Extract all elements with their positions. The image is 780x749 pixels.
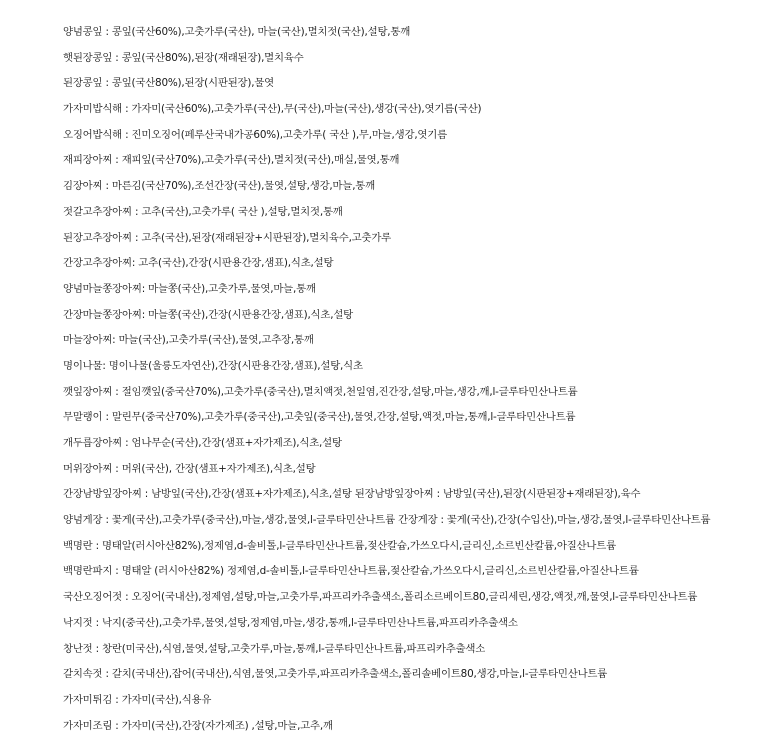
ingredient-line: 양념마늘쫑장아찌: 마늘쫑(국산),고춧가루,물엿,마늘,통깨 (63, 282, 316, 295)
ingredient-line: 가자미밥식해 : 가자미(국산60%),고춧가루(국산),무(국산),마늘(국산),생강(국산),엿기름(국산) (63, 103, 482, 116)
ingredient-line: 명이나물: 명이나물(울릉도자연산),간장(시판용간장,샘표),설탕,식초 (63, 359, 363, 372)
ingredient-line: 김장아찌 : 마른김(국산70%),조선간장(국산),물엿,설탕,생강,마늘,통깨 (63, 180, 375, 193)
ingredient-line: 가자미조림 : 가자미(국산),간장(자가제조) ,설탕,마늘,고추,깨 (63, 719, 333, 732)
ingredient-line: 갈치속젓 : 갈치(국내산),잡어(국내산),식염,물엿,고춧가루,파프리카추출색소,폴리솔베이트80,생강,마늘,l-글루타민산나트륨 (63, 668, 608, 681)
ingredient-line: 국산오징어젓 : 오징어(국내산),정제염,설탕,마늘,고춧가루,파프리카추출색소,폴리소르베이트80,글리세린,생강,액젓,깨,물엿,l-글루타민산나트륨 (63, 591, 698, 604)
ingredient-line: 간장마늘쫑장아찌: 마늘쫑(국산),간장(시판용간장,샘표),식초,설탕 (63, 308, 353, 321)
ingredient-line: 백명란파지 : 명태알 (러시아산82%) 정제염,d-솔비톨,l-글루타민산나트륨,젖산칼슘,가쓰오다시,글리신,소르빈산칼륨,아질산나트륨 (63, 565, 639, 578)
ingredient-line: 머위장아찌 : 머위(국산), 간장(샘표+자가제조),식초,설탕 (63, 462, 316, 475)
ingredient-line: 햇된장콩잎 : 콩잎(국산80%),된장(재래된장),멸치육수 (63, 51, 304, 64)
ingredient-line: 젓갈고추장아찌 : 고추(국산),고춧가루( 국산 ),설탕,멸치젓,통깨 (63, 205, 343, 218)
ingredient-line: 양념게장 : 꽃게(국산),고춧가루(중국산),마늘,생강,물엿,l-글루타민산나트륨 간장게장 : 꽃게(국산),간장(수입산),마늘,생강,물엿,l-글루타민산나트륨 (63, 514, 711, 527)
ingredient-line: 백명란 : 명태알(러시아산82%),정제염,d-솔비톨,l-글루타민산나트륨,젖산칼슘,가쓰오다시,글리신,소르빈산칼륨,아질산나트륨 (63, 539, 616, 552)
ingredient-line: 재피장아찌 : 재피잎(국산70%),고춧가루(국산),멸치젓(국산),매실,물엿,통깨 (63, 154, 400, 167)
ingredient-line: 된장콩잎 : 콩잎(국산80%),된장(시판된장),물엿 (63, 77, 275, 90)
ingredient-line: 오징어밥식해 : 진미오징어(페루산국내가공60%),고춧가루( 국산 ),무,마늘,생강,엿기름 (63, 128, 447, 141)
ingredient-line: 창난젓 : 창란(미국산),식염,물엿,설탕,고춧가루,마늘,통깨,l-글루타민산나트륨,파프리카추출색소 (63, 642, 486, 655)
ingredient-line: 개두릅장아찌 : 엄나무순(국산),간장(샘표+자가제조),식초,설탕 (63, 437, 342, 449)
ingredient-line: 가자미튀김 : 가자미(국산),식용유 (63, 693, 212, 706)
ingredient-line: 낙지젓 : 낙지(중국산),고춧가루,물엿,설탕,정제염,마늘,생강,통깨,l-글루타민산나트륨,파프리카추출색소 (63, 616, 518, 629)
ingredient-line: 무말랭이 : 말린무(중국산70%),고춧가루(중국산),고춧잎(중국산),물엿,간장,설탕,액젓,마늘,통깨,l-글루타민산나트륨 (63, 411, 576, 424)
ingredient-line: 간장고추장아찌: 고추(국산),간장(시판용간장,샘표),식초,설탕 (63, 257, 334, 270)
ingredient-list (63, 20, 770, 739)
ingredient-line: 간장남방잎장아찌 : 남방잎(국산),간장(샘표+자가제조),식초,설탕 된장남방잎장아찌 : 남방잎(국산),된장(시판된장+재래된장),육수 (63, 488, 641, 501)
ingredient-line: 마늘장아찌: 마늘(국산),고춧가루(국산),물엿,고추장,통깨 (63, 334, 314, 347)
ingredient-line: 된장고추장아찌 : 고추(국산),된장(재래된장+시판된장),멸치육수,고춧가루 (63, 231, 392, 244)
ingredient-line: 깻잎장아찌 : 절임깻잎(중국산70%),고춧가루(중국산),멸치액젓,천일염,진간장,설탕,마늘,생강,깨,l-글루타민산나트륨 (63, 385, 578, 398)
ingredient-line: 양념콩잎 : 콩잎(국산60%),고춧가루(국산), 마늘(국산),멸치젓(국산),설탕,통깨 (63, 26, 411, 38)
